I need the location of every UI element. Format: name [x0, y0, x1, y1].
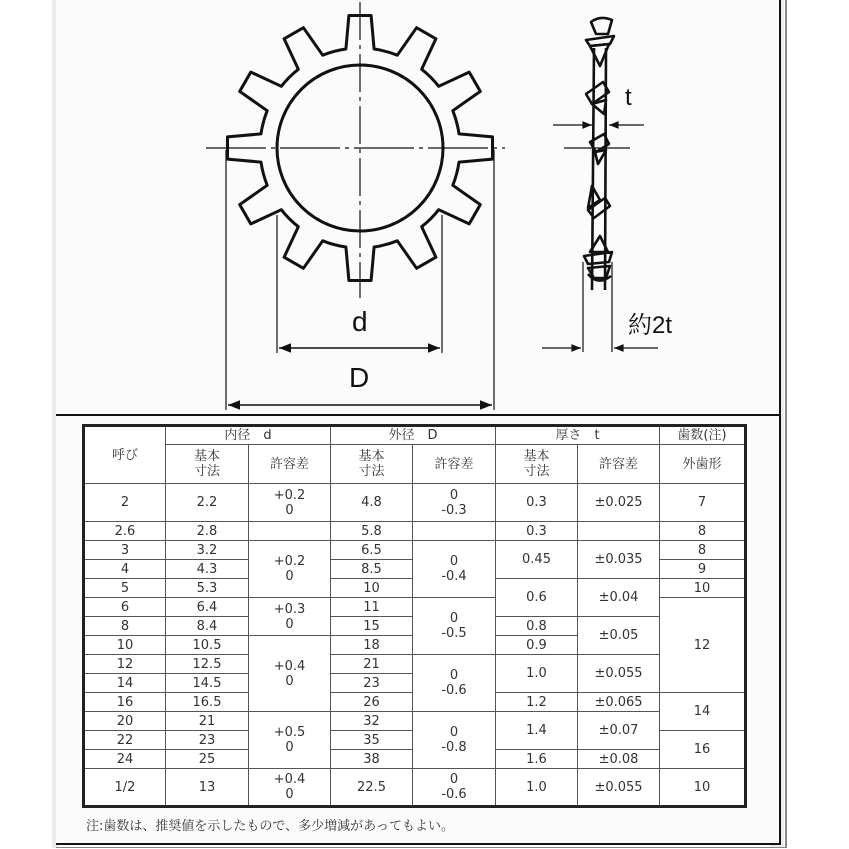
cell-D-tol: 0 -0.6	[413, 655, 496, 712]
cell-t: 1.0	[496, 769, 578, 807]
cell-d-tol: +0.4 0	[249, 769, 331, 807]
cell-nominal: 2	[84, 484, 166, 522]
cell-nominal: 2.6	[84, 522, 166, 541]
cell-nominal: 14	[84, 674, 166, 693]
cell-t: 1.4	[496, 712, 578, 750]
cell-D: 22.5	[331, 769, 413, 807]
header-thickness: 厚さ t	[496, 426, 660, 445]
cell-d: 10.5	[166, 636, 249, 655]
cell-t: 0.3	[496, 484, 578, 522]
header-t-tolerance: 許容差	[578, 445, 660, 484]
cell-D-tol: 0 -0.3	[413, 484, 496, 522]
cell-d-tol: +0.3 0	[249, 598, 331, 636]
cell-t: 1.0	[496, 655, 578, 693]
washer-spec-table	[82, 424, 747, 808]
header-teeth: 歯数(注)	[660, 426, 746, 445]
header-D-tolerance: 許容差	[413, 445, 496, 484]
cell-teeth: 12	[660, 598, 746, 693]
cell-nominal: 3	[84, 541, 166, 560]
table-row	[84, 484, 746, 522]
cell-d: 23	[166, 731, 249, 750]
cell-t-tol: ±0.055	[578, 769, 660, 807]
cell-nominal: 20	[84, 712, 166, 731]
cell-nominal: 1/2	[84, 769, 166, 807]
table-row	[84, 522, 746, 541]
cell-d: 13	[166, 769, 249, 807]
cell-nominal: 16	[84, 693, 166, 712]
cell-nominal: 8	[84, 617, 166, 636]
cell-d-tol: +0.4 0	[249, 636, 331, 712]
inner-diameter-label: d	[352, 306, 368, 337]
cell-d-tol: +0.2 0	[249, 541, 331, 598]
cell-D: 5.8	[331, 522, 413, 541]
header-nominal: 呼び	[84, 426, 166, 484]
cell-nominal: 22	[84, 731, 166, 750]
cell-t: 0.45	[496, 541, 578, 579]
table-row	[84, 769, 746, 807]
cell-t-tol: ±0.04	[578, 579, 660, 617]
overall-thickness-label: 約2t	[628, 312, 673, 339]
cell-t: 0.9	[496, 636, 578, 655]
cell-t: 0.6	[496, 579, 578, 617]
header-outer-diameter: 外径 D	[331, 426, 496, 445]
cell-teeth: 9	[660, 560, 746, 579]
table-row	[84, 655, 746, 674]
cell-D: 8.5	[331, 560, 413, 579]
cell-t: 1.2	[496, 693, 578, 712]
header-d-tolerance: 許容差	[249, 445, 331, 484]
cell-t-tol: ±0.065	[578, 693, 660, 712]
outer-diameter-label: D	[349, 362, 370, 393]
cell-d-tol: +0.2 0	[249, 484, 331, 522]
cell-D-tol: 0 -0.6	[413, 769, 496, 807]
cell-teeth: 8	[660, 522, 746, 541]
cell-D-tol: 0 -0.4	[413, 541, 496, 598]
cell-D: 21	[331, 655, 413, 674]
cell-teeth: 8	[660, 541, 746, 560]
thickness-label: t	[625, 84, 632, 111]
cell-t: 1.6	[496, 750, 578, 769]
cell-d: 5.3	[166, 579, 249, 598]
cell-d: 21	[166, 712, 249, 731]
cell-d: 14.5	[166, 674, 249, 693]
cell-d: 12.5	[166, 655, 249, 674]
cell-t: 0.8	[496, 617, 578, 636]
cell-D: 23	[331, 674, 413, 693]
cell-teeth: 10	[660, 769, 746, 807]
lock-washer-drawing	[0, 0, 849, 414]
cell-t-tol: ±0.025	[578, 484, 660, 522]
cell-nominal: 5	[84, 579, 166, 598]
washer-side-view	[584, 18, 614, 290]
cell-D: 15	[331, 617, 413, 636]
technical-drawing	[0, 0, 849, 414]
cell-d: 2.2	[166, 484, 249, 522]
cell-D-tol	[413, 522, 496, 541]
cell-nominal: 6	[84, 598, 166, 617]
cell-d: 25	[166, 750, 249, 769]
cell-D: 11	[331, 598, 413, 617]
cell-d: 8.4	[166, 617, 249, 636]
cell-D: 4.8	[331, 484, 413, 522]
cell-nominal: 12	[84, 655, 166, 674]
table-row	[84, 541, 746, 560]
cell-teeth: 16	[660, 731, 746, 769]
footnote: 注:歯数は、推奨値を示したもので、多少増減があってもよい。	[86, 819, 454, 834]
header-D-basic: 基本 寸法	[331, 445, 413, 484]
cell-d: 4.3	[166, 560, 249, 579]
cell-d-tol	[249, 522, 331, 541]
table-row	[84, 712, 746, 731]
cell-t-tol: ±0.07	[578, 712, 660, 750]
cell-D: 38	[331, 750, 413, 769]
center-lines	[206, 2, 505, 298]
cell-t: 0.3	[496, 522, 578, 541]
header-d-basic: 基本 寸法	[166, 445, 249, 484]
cell-D-tol: 0 -0.8	[413, 712, 496, 769]
cell-teeth: 7	[660, 484, 746, 522]
cell-t-tol	[578, 522, 660, 541]
header-t-basic: 基本 寸法	[496, 445, 578, 484]
cell-D: 32	[331, 712, 413, 731]
cell-D-tol: 0 -0.5	[413, 598, 496, 655]
cell-teeth: 10	[660, 579, 746, 598]
cell-t-tol: ±0.08	[578, 750, 660, 769]
cell-D: 35	[331, 731, 413, 750]
cell-d-tol: +0.5 0	[249, 712, 331, 769]
cell-d: 6.4	[166, 598, 249, 617]
header-external-teeth: 外歯形	[660, 445, 746, 484]
cell-t-tol: ±0.035	[578, 541, 660, 579]
cell-d: 16.5	[166, 693, 249, 712]
frame-border-bottom	[56, 847, 786, 848]
cell-D: 26	[331, 693, 413, 712]
cell-nominal: 10	[84, 636, 166, 655]
cell-nominal: 24	[84, 750, 166, 769]
cell-teeth: 14	[660, 693, 746, 731]
cell-t-tol: ±0.05	[578, 617, 660, 655]
cell-d: 2.8	[166, 522, 249, 541]
cell-d: 3.2	[166, 541, 249, 560]
cell-D: 10	[331, 579, 413, 598]
cell-D: 6.5	[331, 541, 413, 560]
cell-t-tol: ±0.055	[578, 655, 660, 693]
cell-D: 18	[331, 636, 413, 655]
cell-nominal: 4	[84, 560, 166, 579]
header-inner-diameter: 内径 d	[166, 426, 331, 445]
section-divider	[56, 414, 781, 416]
